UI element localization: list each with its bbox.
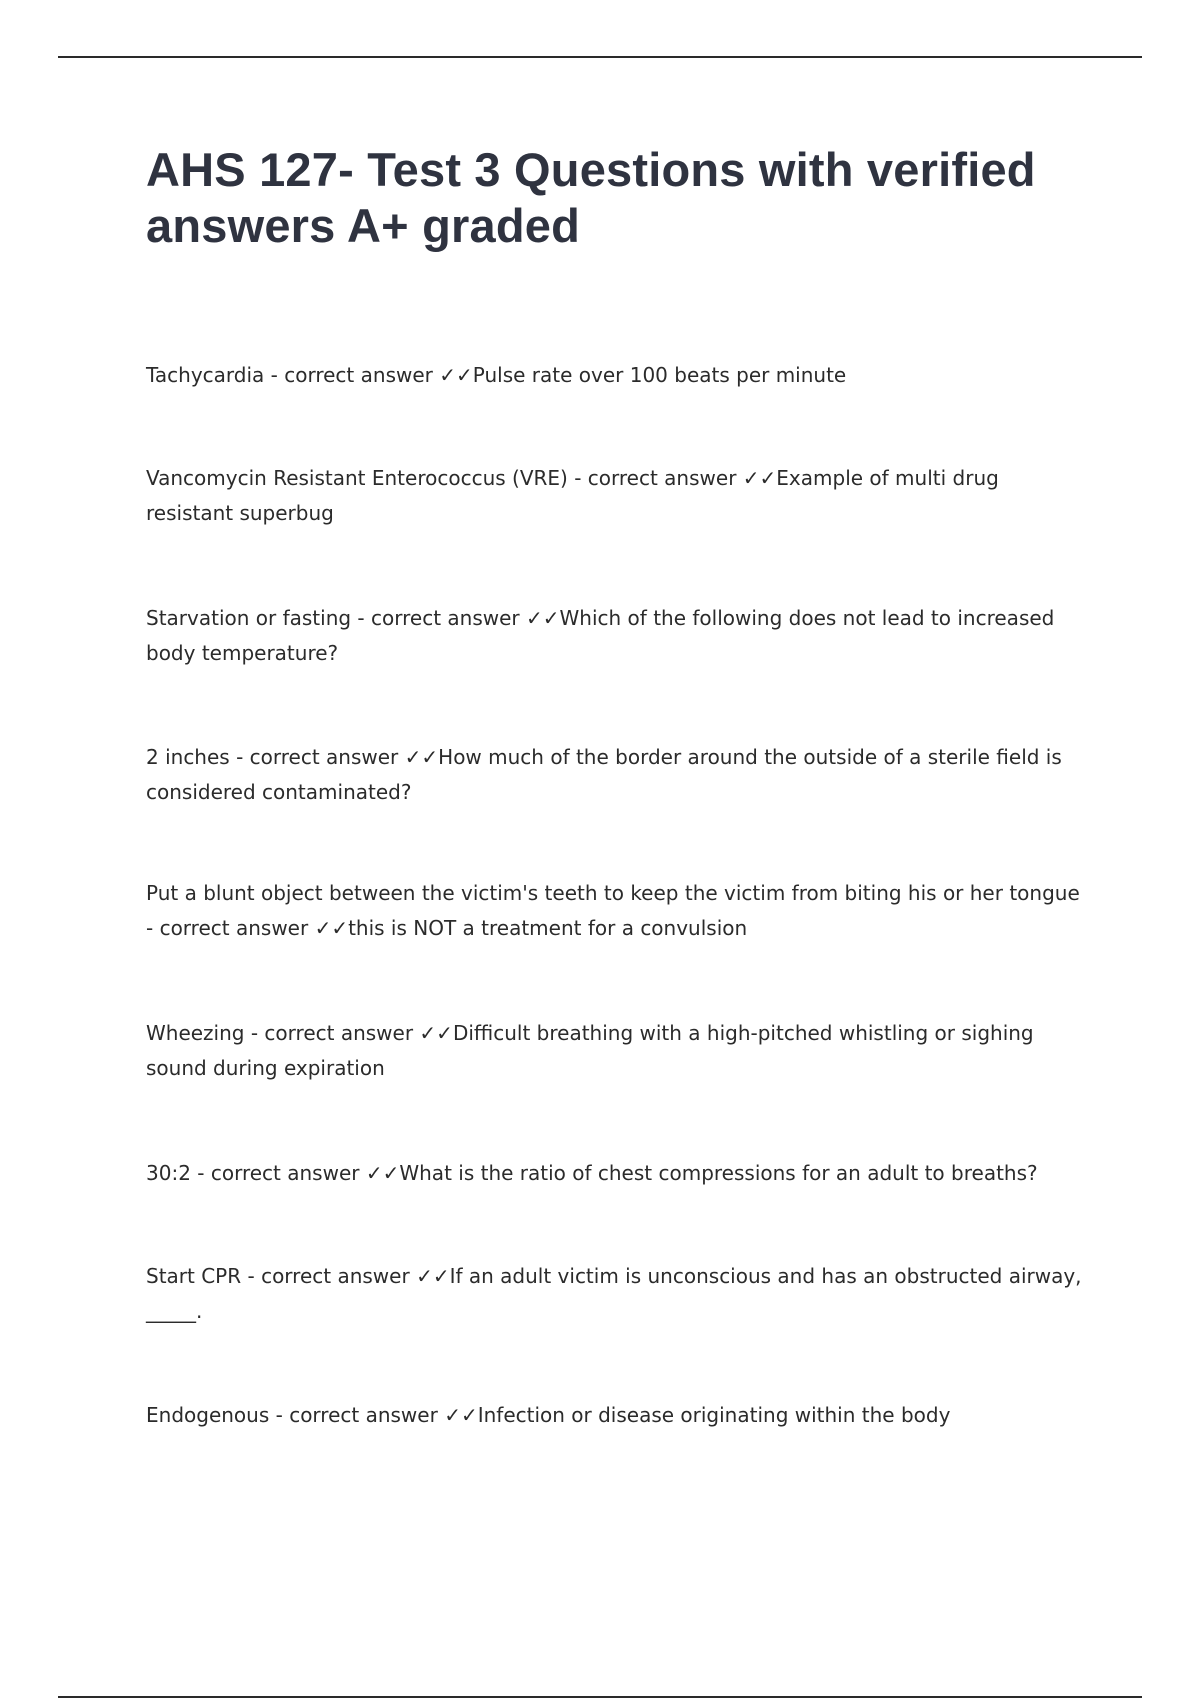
double-check-icon: ✓✓: [314, 916, 349, 940]
bottom-rule: [58, 1696, 1142, 1698]
entry-term: Tachycardia: [146, 363, 265, 387]
entry-term: Starvation or fasting: [146, 606, 352, 630]
entry-definition: Infection or disease originating within the body: [477, 1403, 951, 1427]
double-check-icon: ✓✓: [439, 363, 473, 387]
entry-term: 2 inches: [146, 745, 230, 769]
qa-entry-convulsion: [146, 876, 1086, 946]
double-check-icon: ✓✓: [444, 1403, 478, 1427]
page-title: AHS 127- Test 3 Questions with verified answers A+ graded: [146, 143, 1036, 252]
entry-term: Endogenous: [146, 1403, 270, 1427]
double-check-icon: ✓✓: [404, 745, 439, 769]
double-check-icon: ✓✓: [365, 1161, 400, 1185]
entry-term: Vancomycin Resistant Enterococcus (VRE): [146, 466, 568, 490]
entry-term: Wheezing: [146, 1021, 245, 1045]
top-rule: [58, 56, 1142, 58]
entry-definition: Difficult breathing with a high-pitched whistling or sighing sound during expiration: [146, 1021, 1034, 1080]
entry-separator: - correct answer: [351, 606, 526, 630]
entry-definition: Which of the following does not lead to increased body temperature?: [146, 606, 1055, 665]
entry-separator: - correct answer: [190, 1161, 366, 1185]
qa-entry-sterile-field: [146, 740, 1086, 810]
entry-definition: this is NOT a treatment for a convulsion: [348, 916, 748, 940]
qa-entry-starvation: [146, 601, 1086, 671]
entry-separator: - correct answer: [244, 1021, 420, 1045]
double-check-icon: ✓✓: [416, 1264, 450, 1288]
qa-entry-compression-ratio: [146, 1156, 1086, 1191]
entry-definition: Example of multi drug resistant superbug: [146, 466, 999, 525]
entry-separator: - correct answer: [264, 363, 440, 387]
double-check-icon: ✓✓: [526, 606, 560, 630]
double-check-icon: ✓✓: [742, 466, 777, 490]
entry-definition: Pulse rate over 100 beats per minute: [472, 363, 847, 387]
entry-term: Start CPR: [146, 1264, 242, 1288]
entry-separator: - correct answer: [567, 466, 743, 490]
entry-term: 30:2: [146, 1161, 191, 1185]
entry-definition: What is the ratio of chest compressions for an adult to breaths?: [399, 1161, 1038, 1185]
entry-separator: - correct answer: [229, 745, 405, 769]
qa-entry-tachycardia: [146, 358, 1086, 393]
entry-separator: - correct answer: [241, 1264, 417, 1288]
entry-separator: - correct answer: [269, 1403, 445, 1427]
qa-entry-wheezing: [146, 1016, 1086, 1086]
entry-definition: How much of the border around the outside of a sterile field is considered contaminated?: [146, 745, 1062, 804]
entry-definition: If an adult victim is unconscious and has an obstructed airway, _____.: [146, 1264, 1082, 1323]
qa-entry-start-cpr: [146, 1259, 1086, 1329]
qa-entry-endogenous: [146, 1398, 1086, 1433]
qa-entry-vre: [146, 461, 1086, 531]
double-check-icon: ✓✓: [419, 1021, 453, 1045]
entry-term: Put a blunt object between the victim's teeth to keep the victim from biting his or her tongue: [146, 881, 1080, 905]
entry-separator: - correct answer: [146, 916, 315, 940]
